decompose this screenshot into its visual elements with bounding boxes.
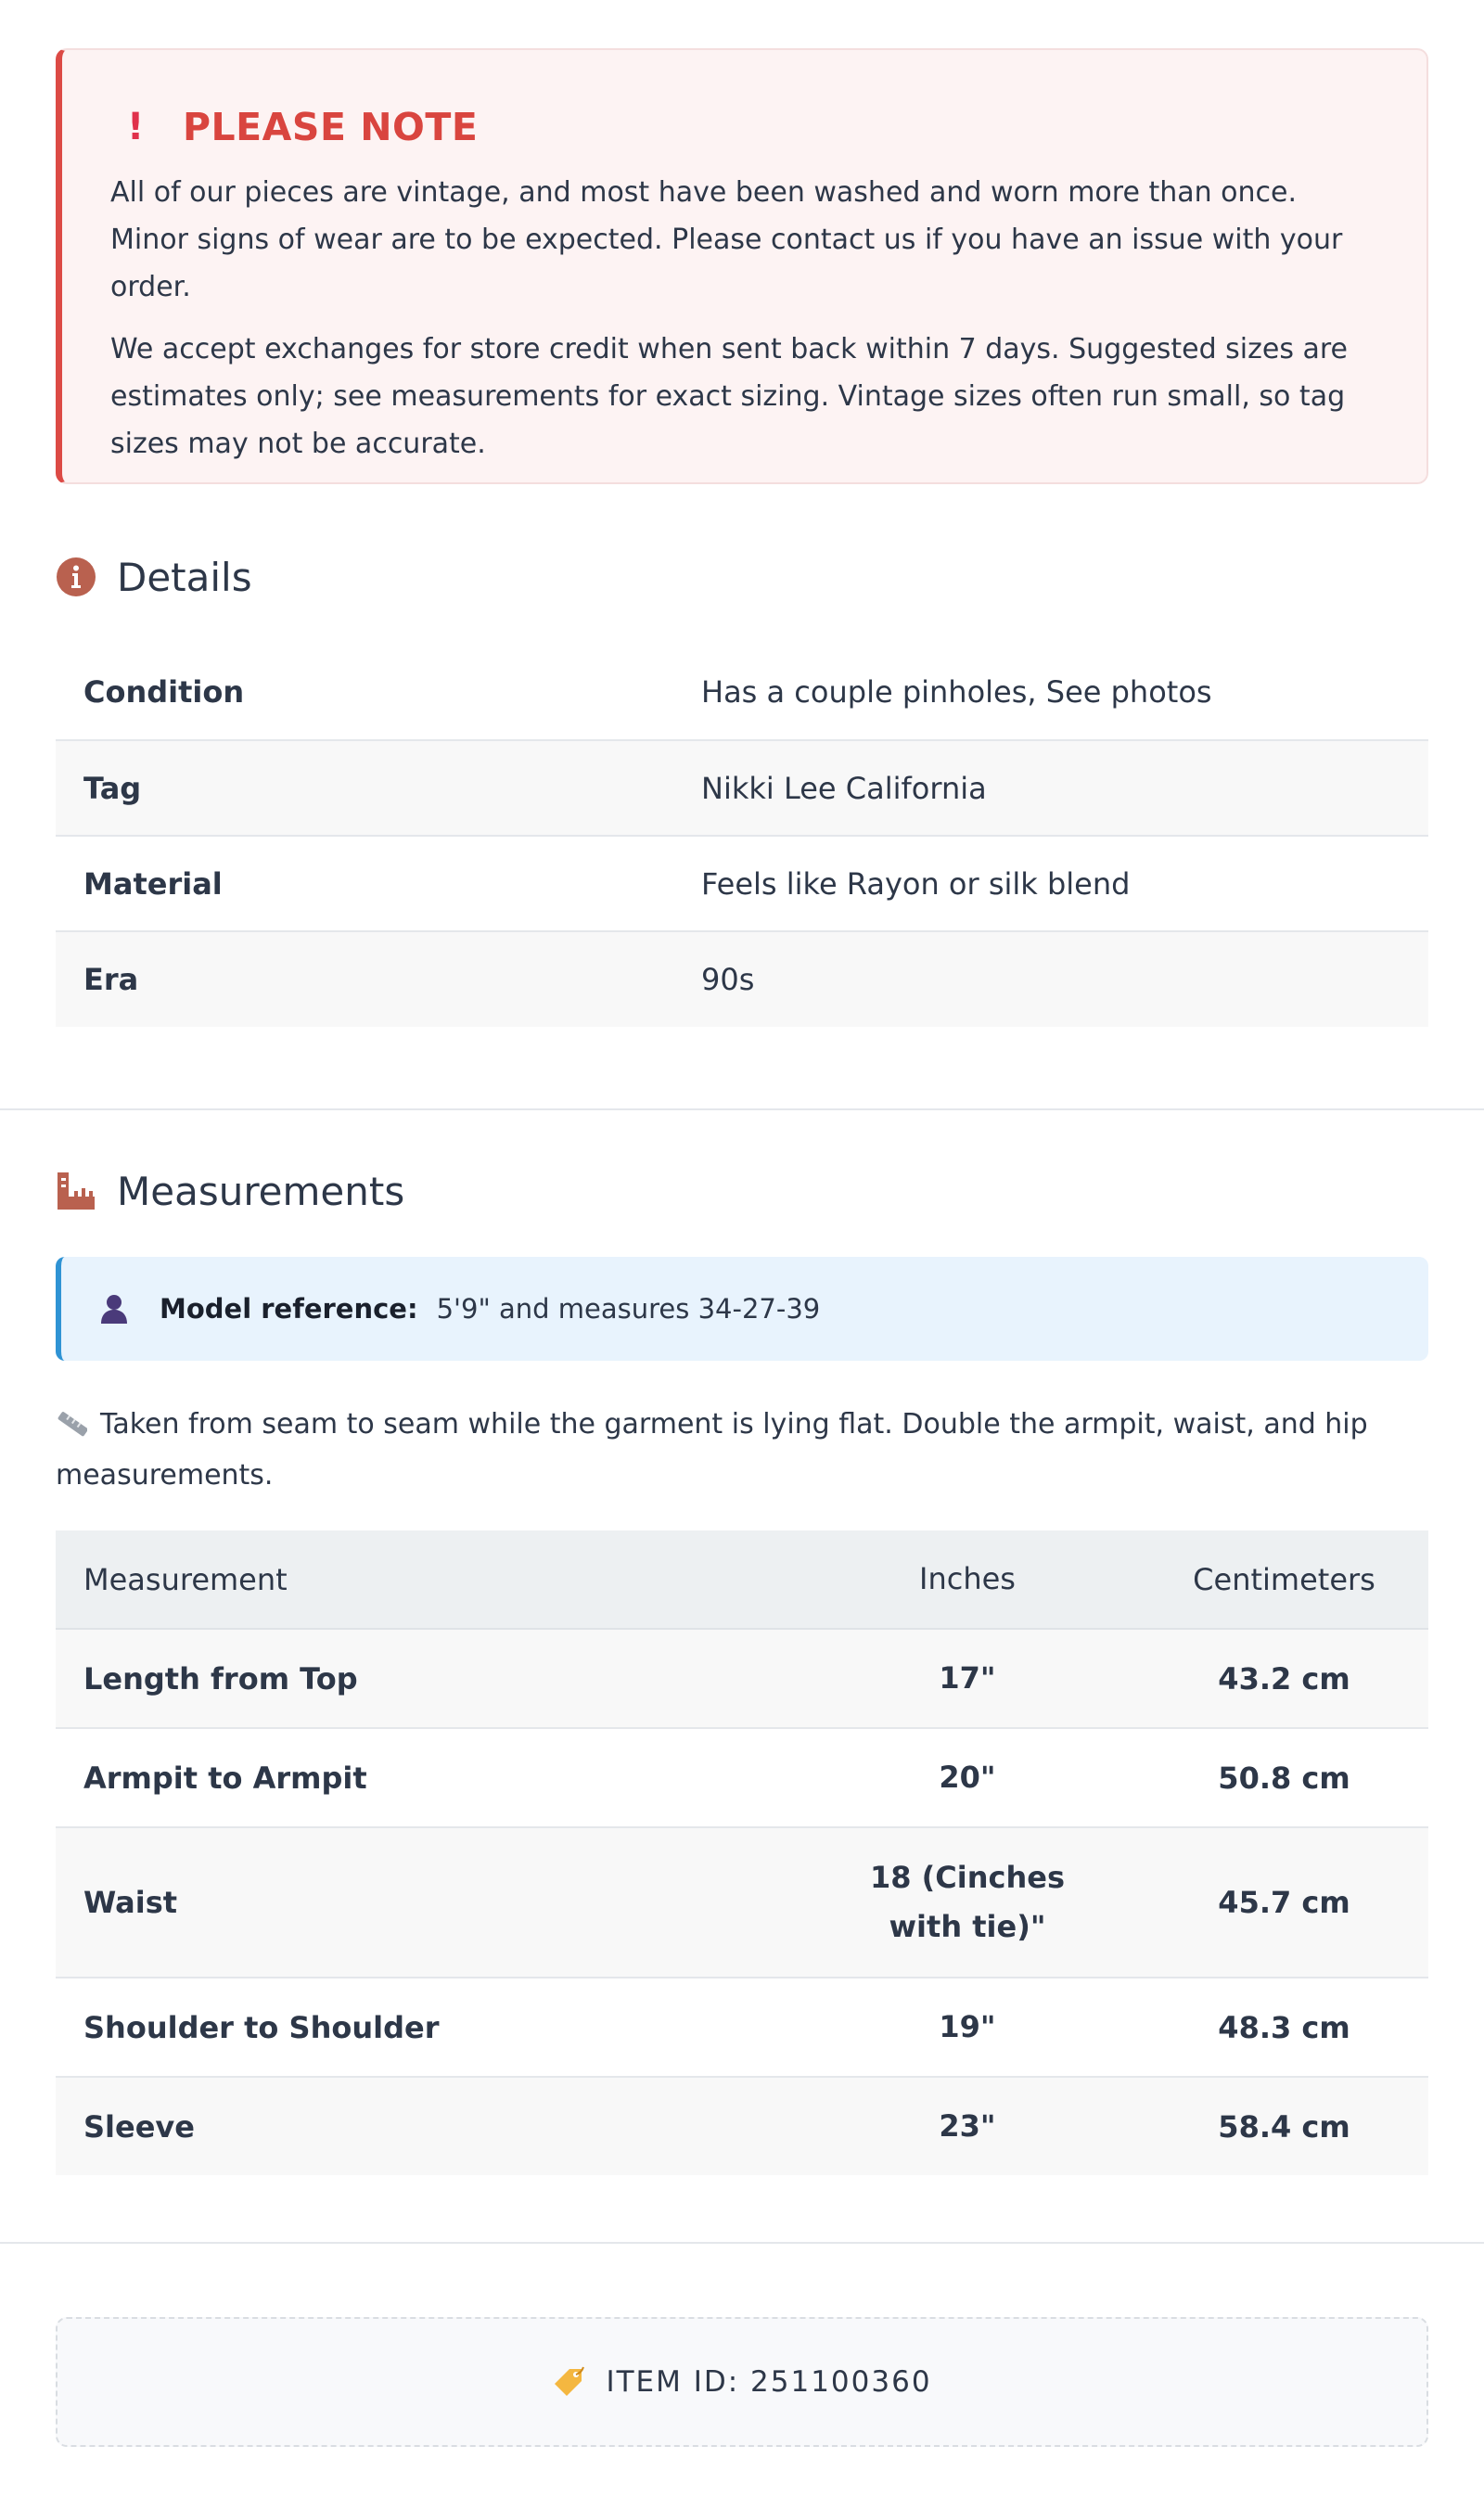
detail-label: Condition [56, 645, 673, 740]
table-header-row [56, 1530, 1428, 1629]
item-id-label: ITEM ID: 251100360 [606, 2365, 932, 2399]
table-row [56, 645, 1428, 740]
item-id-box [56, 2317, 1428, 2447]
model-reference-label: Model reference: [160, 1293, 418, 1325]
measurement-name: Length from Top [56, 1629, 795, 1728]
note-paragraph: All of our pieces are vintage, and most have been washed and worn more than once. Minor signs of wear are to be expected. Please contact us if you have an issue with your order. [110, 176, 1343, 303]
detail-label: Tag [56, 740, 673, 836]
detail-label: Era [56, 931, 673, 1027]
measurements-section [56, 1163, 1428, 1219]
detail-value: Feels like Rayon or silk blend [673, 836, 1428, 931]
measurement-cm: 50.8 cm [1140, 1728, 1428, 1827]
price-tag-icon [552, 2365, 585, 2399]
measurement-cm: 43.2 cm [1140, 1629, 1428, 1728]
column-header: Inches [795, 1530, 1140, 1629]
person-icon [98, 1293, 130, 1325]
please-note-box [56, 48, 1428, 484]
table-row [56, 836, 1428, 931]
table-row [56, 2077, 1428, 2175]
measurements-title: Measurements [117, 1168, 405, 1214]
details-heading [56, 549, 1428, 605]
table-row [56, 931, 1428, 1027]
table-row [56, 1978, 1428, 2077]
table-row [56, 740, 1428, 836]
column-header: Centimeters [1140, 1530, 1428, 1629]
column-header: Measurement [56, 1530, 795, 1629]
exclamation-icon: ! [127, 106, 145, 148]
measurement-name: Armpit to Armpit [56, 1728, 795, 1827]
measurements-table-wrap [56, 1530, 1428, 2175]
section-divider [0, 1108, 1484, 1110]
measurement-cm: 48.3 cm [1140, 1978, 1428, 2077]
measurement-cm: 45.7 cm [1140, 1827, 1428, 1978]
measurement-name: Waist [56, 1827, 795, 1978]
model-reference-value: 5'9" and measures 34-27-39 [436, 1293, 821, 1325]
measurement-name: Sleeve [56, 2077, 795, 2175]
measurement-inches-cell [795, 1827, 1140, 1978]
measurement-instructions [56, 1401, 1428, 1499]
measurement-inches: 19" [795, 1978, 1140, 2077]
table-row [56, 1629, 1428, 1728]
detail-label: Material [56, 836, 673, 931]
section-divider [0, 2242, 1484, 2244]
model-reference-box [56, 1257, 1428, 1361]
measurement-inches: 18 (Cinches with tie)" [869, 1860, 1066, 1944]
table-row [56, 1827, 1428, 1978]
measurement-inches: 23" [795, 2077, 1140, 2175]
table-row [56, 1728, 1428, 1827]
ruler-pencil-icon [56, 1404, 87, 1452]
measurement-cm: 58.4 cm [1140, 2077, 1428, 2175]
measurement-inches: 20" [795, 1728, 1140, 1827]
note-title: PLEASE NOTE [183, 105, 479, 149]
instructions-text: Taken from seam to seam while the garment is lying flat. Double the armpit, waist, and hip measurements. [56, 1408, 1368, 1492]
measurements-heading [56, 1163, 1428, 1219]
detail-value: Nikki Lee California [673, 740, 1428, 836]
note-paragraph: We accept exchanges for store credit when sent back within 7 days. Suggested sizes are estimates only; see measurements for exact sizing. Vintage sizes often run small, so tag sizes may not be accurate. [110, 333, 1349, 460]
detail-value: Has a couple pinholes, See photos [673, 645, 1428, 740]
details-table [56, 645, 1428, 1027]
measurement-inches: 17" [795, 1629, 1140, 1728]
details-table-wrap [56, 645, 1428, 1027]
detail-value: 90s [673, 931, 1428, 1027]
details-section [56, 549, 1428, 605]
measurements-table [56, 1530, 1428, 2175]
info-circle-icon [56, 549, 117, 605]
ruler-icon [56, 1163, 117, 1219]
measurement-name: Shoulder to Shoulder [56, 1978, 795, 2077]
note-header [110, 104, 1378, 150]
details-title: Details [117, 554, 252, 600]
